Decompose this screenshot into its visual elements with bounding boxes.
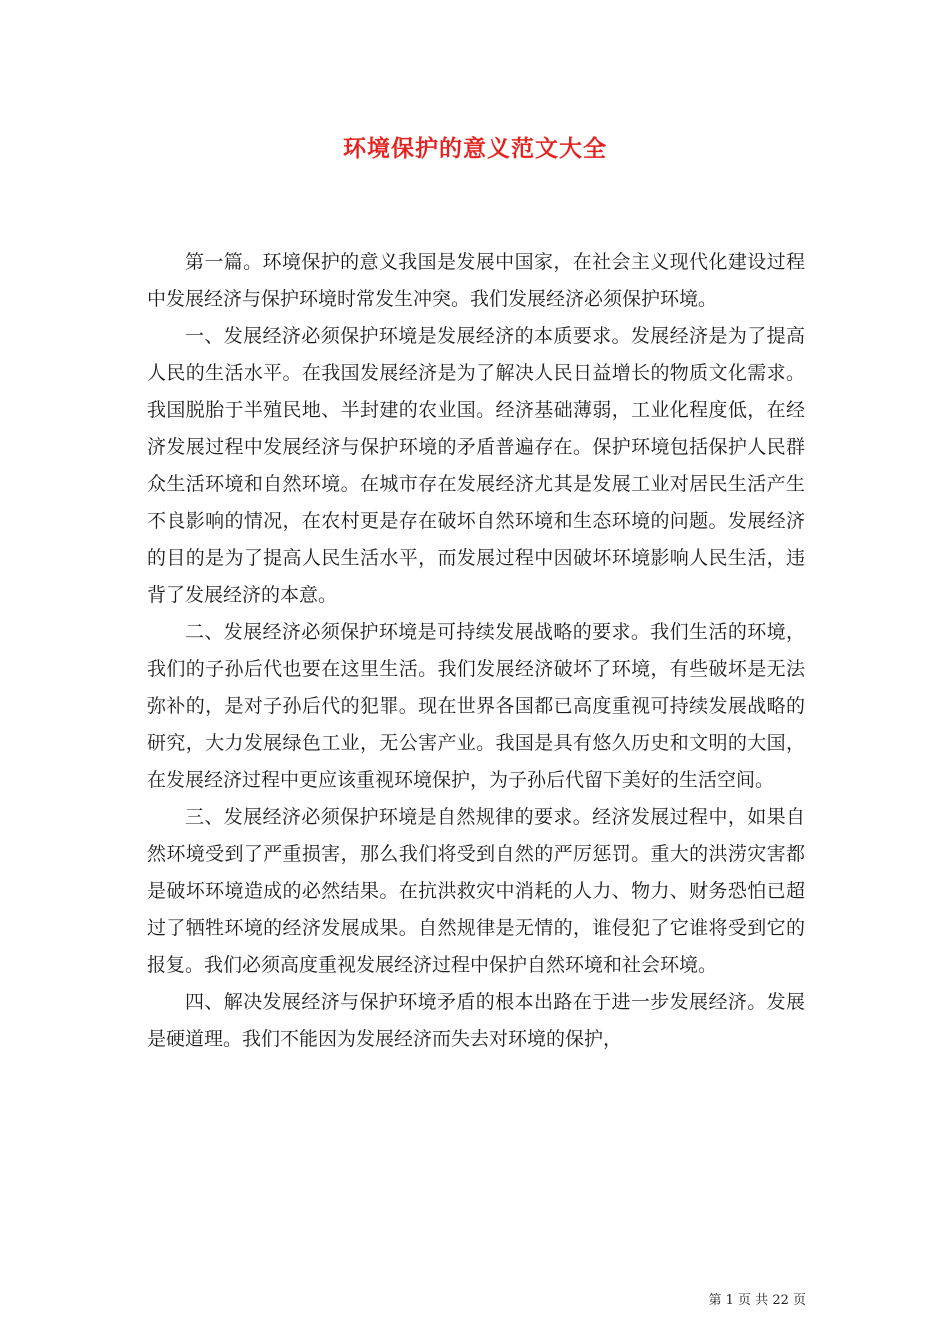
paragraph-point-3: 三、发展经济必须保护环境是自然规律的要求。经济发展过程中，如果自然环境受到了严重损害，那么我们将受到自然的严厉惩罚。重大的洪涝灾害都是破坏环境造成的必然结果。在抗洪救灾中消耗的人力、物力、财务恐怕已超过了牺牲环境的经济发展成果。自然规律是无情的，谁侵犯了它谁将受到它的报复。我们必须高度重视发展经济过程中保护自然环境和社会环境。 xyxy=(147,806,805,976)
document-body xyxy=(147,244,805,1058)
paragraph-intro: 第一篇。环境保护的意义我国是发展中国家，在社会主义现代化建设过程中发展经济与保护环境时常发生冲突。我们发展经济必须保护环境。 xyxy=(147,251,805,310)
page-number: 第 1 页 共 22 页 xyxy=(708,1293,806,1308)
paragraph-point-1: 一、发展经济必须保护环境是发展经济的本质要求。发展经济是为了提高人民的生活水平。在我国发展经济是为了解决人民日益增长的物质文化需求。我国脱胎于半殖民地、半封建的农业国。经济基础薄弱，工业化程度低，在经济发展过程中发展经济与保护环境的矛盾普遍存在。保护环境包括保护人民群众生活环境和自然环境。在城市存在发展经济尤其是发展工业对居民生活产生不良影响的情况，在农村更是存在破坏自然环境和生态环境的问题。发展经济的目的是为了提高人民生活水平，而发展过程中因破坏环境影响人民生活，违背了发展经济的本意。 xyxy=(147,325,805,606)
paragraph-point-2: 二、发展经济必须保护环境是可持续发展战略的要求。我们生活的环境，我们的子孙后代也要在这里生活。我们发展经济破坏了环境，有些破坏是无法弥补的，是对子孙后代的犯罪。现在世界各国都已高度重视可持续发展战略的研究，大力发展绿色工业，无公害产业。我国是具有悠久历史和文明的大国，在发展经济过程中更应该重视环境保护，为子孙后代留下美好的生活空间。 xyxy=(147,621,805,791)
paragraph-point-4: 四、解决发展经济与保护环境矛盾的根本出路在于进一步发展经济。发展是硬道理。我们不能因为发展经济而失去对环境的保护， xyxy=(147,991,805,1050)
document-title: 环境保护的意义范文大全 xyxy=(343,135,607,162)
